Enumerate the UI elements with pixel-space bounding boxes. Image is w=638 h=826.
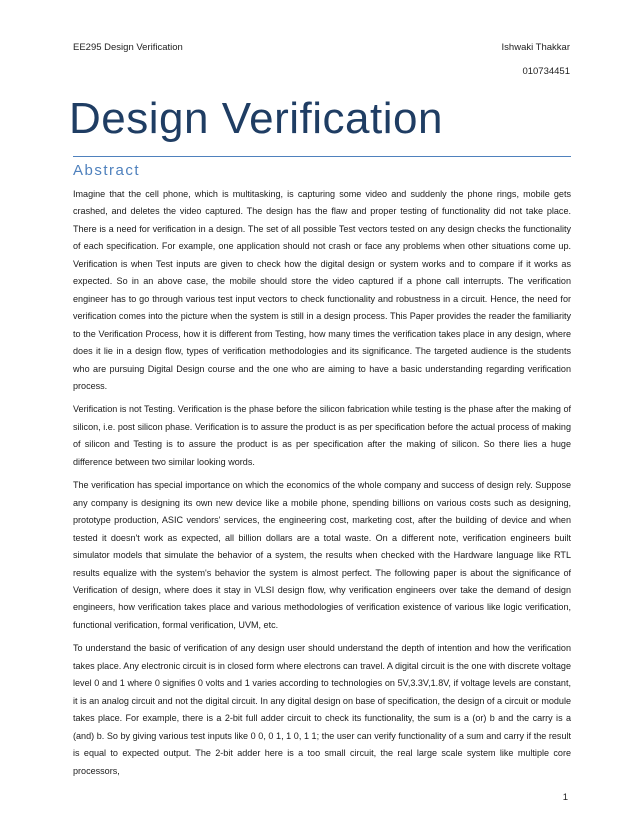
paragraph-abstract: Imagine that the cell phone, which is multitasking, is capturing some video and suddenly the phone rings, mobile gets crashed, and deletes the video captured. The design has the flaw and proper testing of functionality did not take place. There is a need for verification in a design. The set of all possible Test vectors tested on any design checks the functionality of each specification. For example, one application should not crash or face any problems when other situations come up. Verification is when Test inputs are given to check how the digital design or system works and to compare if it works as expected. So in an above case, the mobile should store the video captured if a phone call interrupts. The verification engineer has to go through various test input vectors to check functionality and robustness in a circuit. Hence, the need for verification comes into the picture when the system is still in a design process. This Paper provides the reader the familiarity to the Verification Process, how it is different from Testing, how many times the verification takes place in any design, where does it lie in a design flow, types of verification methodologies and its significance. The targeted audience is the students who are pursuing Digital Design course and the one who are aiming to have a basic understanding regarding verification process. [73, 189, 571, 391]
abstract-heading: Abstract [73, 162, 141, 179]
document-body [73, 186, 571, 786]
paragraph-basics: To understand the basic of verification of any design user should understand the depth of intention and how the verification takes place. Any electronic circuit is in closed form where electrons can travel. A digital circuit is the one with discrete voltage level 0 and 1 where 0 signifies 0 volts and 1 varies according to technologies on 5V,3.3V,1.8V, if voltage levels are constant, it is an analog circuit and not the digital circuit. In any digital design on base of specification, the design of a circuit or module takes place. For example, there is a 2-bit full adder circuit to check its functionality, the sum is a (or) b and the carry is a (and) b. So by giving various test inputs like 0 0, 0 1, 1 0, 1 1; the user can verify functionality of a sum and carry if the result is equal to expected output. The 2-bit adder here is a too small circuit, the real large scale system like multiple core processors, [73, 643, 571, 776]
paragraph-importance: The verification has special importance on which the economics of the whole company and success of design rely. Suppose any company is designing its own new device like a mobile phone, spending billions on various costs such as designing, prototype production, ASIC vendors' services, the engineering cost, marketing cost, after the building of device and when tested it doesn't work as expected, all billion dollars are a total waste. On a different note, verification engineers built simulator models that simulate the behavior of a system, the results when checked with the Hardware language like RTL results equalize with the system's behavior the system is almost perfect. The following paper is about the significance of Verification of design, where does it stay in VLSI design flow, why verification engineers over take the demand of design engineers, how verification takes place and various methodologies of verification existence of various like logic verification, functional verification, formal verification, UVM, etc. [73, 480, 571, 630]
document-title: Design Verification [69, 94, 443, 143]
header-course: EE295 Design Verification [73, 42, 183, 53]
header-author: Ishwaki Thakkar [501, 42, 570, 53]
page-number: 1 [562, 792, 568, 803]
header-student-id: 010734451 [522, 66, 570, 77]
paragraph-verification-vs-testing: Verification is not Testing. Verification is the phase before the silicon fabrication while testing is the phase after the making of silicon, i.e. post silicon phase. Verification is to assure the product is as per specification before the actual process of making of silicon and Testing is to assure the product is as per specification after the making of silicon. So there lies a huge difference between two similar looking words. [73, 404, 571, 467]
title-underline [73, 156, 571, 157]
